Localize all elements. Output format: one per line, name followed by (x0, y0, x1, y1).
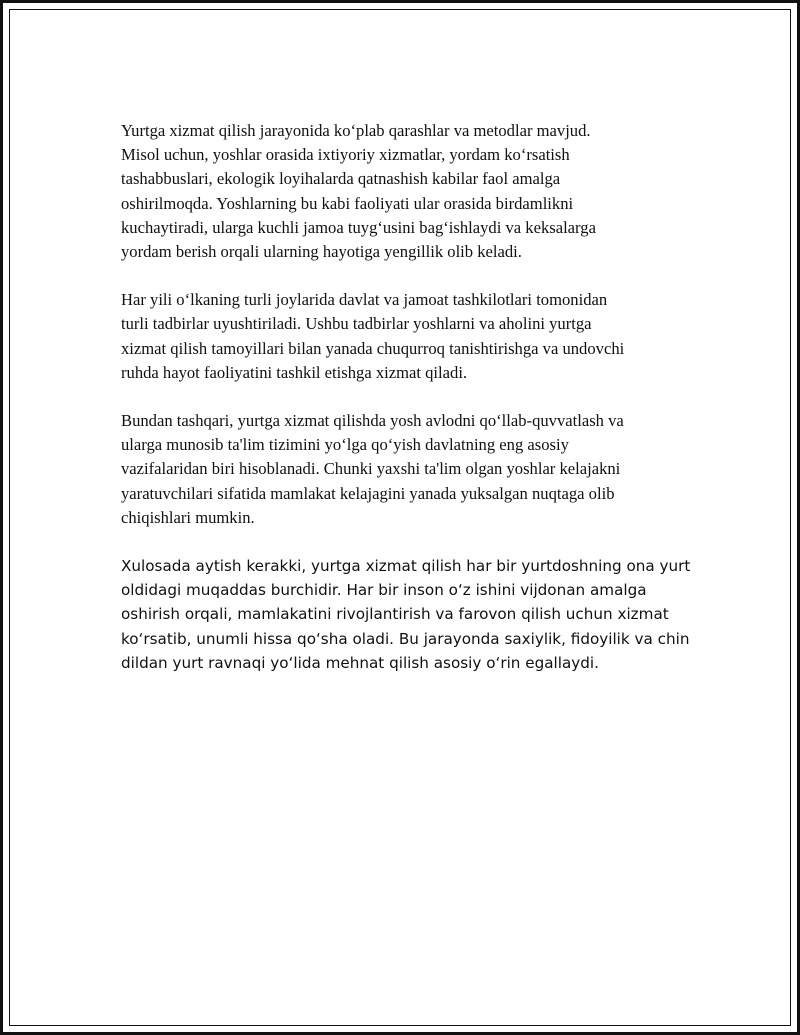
text-line: ko‘rsatib, unumli hissa qo‘sha oladi. Bu jarayonda saxiylik, fidoyilik va chin (121, 629, 690, 648)
text-line: Bundan tashqari, yurtga xizmat qilishda yosh avlodni qo‘llab-quvvatlash va (121, 411, 624, 431)
text-line: yaratuvchilari sifatida mamlakat kelajagini yanada yuksalgan nuqtaga olib (121, 483, 615, 503)
text-line: ruhda hayot faoliyatini tashkil etishga xizmat qiladi. (121, 362, 468, 382)
text-line: Har yili o‘lkaning turli joylarida davlat va jamoat tashkilotlari tomonidan (121, 290, 608, 310)
text-line: ularga munosib ta'lim tizimini yo‘lga qo‘yish davlatning eng asosiy (121, 435, 569, 455)
text-line: turli tadbirlar uyushtiriladi. Ushbu tadbirlar yoshlarni va aholini yurtga (121, 314, 592, 334)
text-line: oshirilmoqda. Yoshlarning bu kabi faoliyati ular orasida birdamlikni (121, 193, 574, 213)
text-line: yordam berish orqali ularning hayotiga yengillik olib keladi. (121, 242, 522, 262)
paragraph-2 (121, 288, 701, 385)
text-line: tashabbuslari, ekologik loyihalarda qatnashish kabilar faol amalga (121, 169, 561, 189)
text-line: vazifalaridan biri hisoblanadi. Chunki yaxshi ta'lim olgan yoshlar kelajakni (121, 459, 621, 479)
text-line: Xulosada aytish kerakki, yurtga xizmat qilish har bir yurtdoshning ona yurt (121, 557, 691, 576)
paragraph-4 (121, 554, 701, 675)
text-line: Misol uchun, yoshlar orasida ixtiyoriy xizmatlar, yordam ko‘rsatish (121, 145, 570, 165)
paragraph-3 (121, 409, 701, 530)
text-line: oshirish orqali, mamlakatini rivojlantirish va farovon qilish uchun xizmat (121, 605, 669, 624)
text-line: chiqishlari mumkin. (121, 507, 255, 527)
text-line: Yurtga xizmat qilish jarayonida ko‘plab qarashlar va metodlar mavjud. (121, 121, 591, 140)
document-body (121, 119, 701, 699)
text-line: dildan yurt ravnaqi yo‘lida mehnat qilish asosiy o‘rin egallaydi. (121, 653, 599, 672)
text-line: xizmat qilish tamoyillari bilan yanada chuqurroq tanishtirishga va undovchi (121, 338, 625, 358)
text-line: kuchaytiradi, ularga kuchli jamoa tuyg‘usini bag‘ishlaydi va keksalarga (121, 217, 596, 237)
text-line: oldidagi muqaddas burchidir. Har bir inson o‘z ishini vijdonan amalga (121, 581, 647, 600)
paragraph-1 (121, 119, 701, 264)
